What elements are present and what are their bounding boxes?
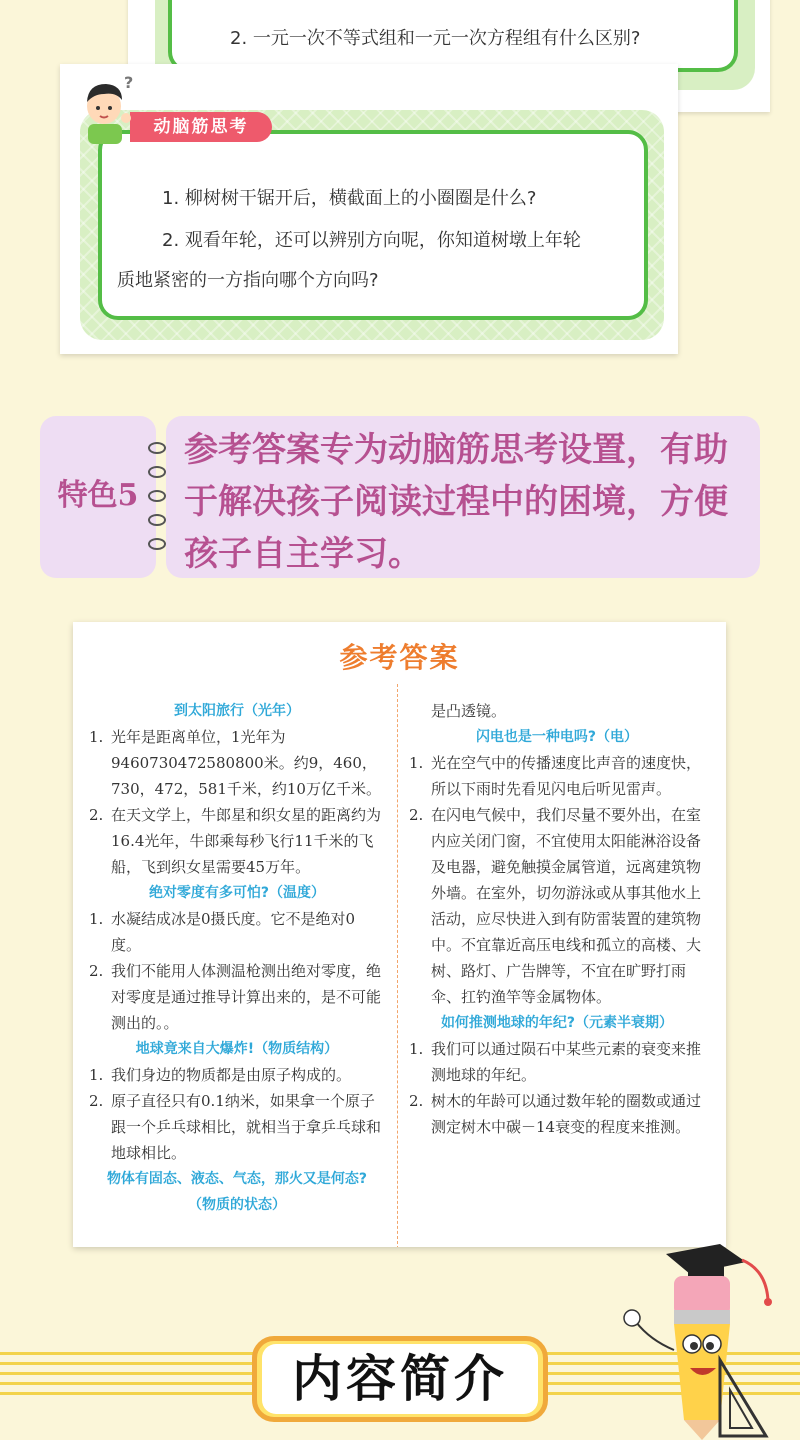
answer-item: [89, 958, 385, 1036]
item-number: 2.: [409, 1092, 424, 1110]
feature-line-3: 孩子自主学习。: [184, 534, 422, 574]
think-question-1: 1. 柳树树干锯开后，横截面上的小圈圈是什么?: [162, 188, 537, 209]
item-text: 原子直径只有0.1纳米，如果拿一个原子跟一个乒乓球相比，就相当于拿乒乓球和地球相比。: [111, 1092, 382, 1162]
section-title: 闪电也是一种电吗?（电）: [475, 729, 639, 745]
think-label: 动脑筋思考: [130, 112, 272, 142]
answer-item: [89, 906, 385, 958]
item-number: 2.: [89, 806, 104, 824]
continued-text: 是凸透镜。: [431, 702, 507, 720]
boy-thinking-icon: [78, 72, 140, 144]
answer-title: 参考答案: [339, 641, 460, 674]
binding-ring: [148, 466, 166, 478]
section-title: 地球竟来自大爆炸!（物质结构）: [135, 1041, 339, 1057]
answer-item: [89, 1088, 385, 1166]
binding-ring: [148, 514, 166, 526]
binding-ring: [148, 442, 166, 454]
feature-line-2: 于解决孩子阅读过程中的困境，方便: [184, 482, 728, 522]
item-text: 光年是距离单位，1光年为9460730472580800米。约9，460，730，472，581千米，约10万亿千米。: [111, 728, 381, 798]
spiral-binding: [148, 442, 172, 550]
section-title: 到太阳旅行（光年）: [174, 703, 300, 719]
section-title: 绝对零度有多可怕?（温度）: [148, 885, 326, 901]
section-title: 如何推测地球的年纪?（元素半衰期）: [440, 1015, 674, 1031]
answer-item: [409, 750, 705, 802]
item-number: 1.: [409, 1040, 424, 1058]
previous-question-2: 2. 一元一次不等式组和一元一次方程组有什么区别?: [230, 28, 641, 49]
item-number: 1.: [89, 728, 104, 746]
answer-right-column: [409, 698, 705, 1140]
answer-item: [89, 724, 385, 802]
binding-ring: [148, 490, 166, 502]
svg-text:?: ?: [124, 73, 134, 92]
answer-left-column: [89, 698, 385, 1218]
pencil-mascot-icon: [570, 1240, 790, 1440]
feature-number: 特色5: [57, 478, 139, 513]
answer-item: [409, 1036, 705, 1088]
item-text: 我们身边的物质都是由原子构成的。: [111, 1066, 352, 1084]
think-question-2-line1: 2. 观看年轮，还可以辨别方向呢，你知道树墩上年轮: [162, 230, 581, 251]
answer-item: [409, 1088, 705, 1140]
item-text: 水凝结成冰是0摄氏度。它不是绝对0度。: [111, 910, 356, 954]
column-divider: [397, 684, 398, 1247]
item-number: 1.: [89, 1066, 104, 1084]
answer-item: [89, 1062, 385, 1088]
item-text: 树木的年龄可以通过数年轮的圈数或通过测定树木中碳－14衰变的程度来推测。: [431, 1092, 702, 1136]
section-title: 物体有固态、液态、气态，那火又是何态?: [106, 1171, 368, 1187]
item-number: 2.: [89, 1092, 104, 1110]
answer-page: [73, 622, 726, 1247]
item-number: 1.: [409, 754, 424, 772]
item-text: 我们不能用人体测温枪测出绝对零度，绝对零度是通过推导计算出来的，是不可能测出的。。: [111, 962, 382, 1032]
item-number: 1.: [89, 910, 104, 928]
section-title-continued: （物质的状态）: [188, 1197, 286, 1213]
feature-line-1: 参考答案专为动脑筋思考设置，有助: [184, 430, 728, 470]
item-text: 我们可以通过陨石中某些元素的衰变来推测地球的年纪。: [431, 1040, 702, 1084]
answer-item: [89, 802, 385, 880]
feature-description: [184, 424, 752, 580]
think-question-2-line2: 质地紧密的一方指向哪个方向吗?: [117, 270, 379, 291]
item-text: 光在空气中的传播速度比声音的速度快，所以下雨时先看见闪电后听见雷声。: [431, 754, 702, 798]
item-number: 2.: [89, 962, 104, 980]
binding-ring: [148, 538, 166, 550]
item-text: 在天文学上，牛郎星和织女星的距离约为16.4光年，牛郎乘每秒飞行11千米的飞船，飞到织女星需要45万年。: [111, 806, 382, 876]
item-text: 在闪电气候中，我们尽量不要外出，在室内应关闭门窗，不宜使用太阳能淋浴设备及电器，避免触摸金属管道，远离建筑物外墙。在室外，切勿游泳或从事其他水上活动，应尽快进入到有防雷装置的建筑物中。不宜靠近高压电线和孤立的高楼、大树、路灯、广告牌等，不宜在旷野打雨伞、扛钓渔竿等金属物体。: [431, 806, 702, 1006]
answer-item: [409, 802, 705, 1010]
intro-title: 内容简介: [292, 1350, 508, 1408]
item-number: 2.: [409, 806, 424, 824]
